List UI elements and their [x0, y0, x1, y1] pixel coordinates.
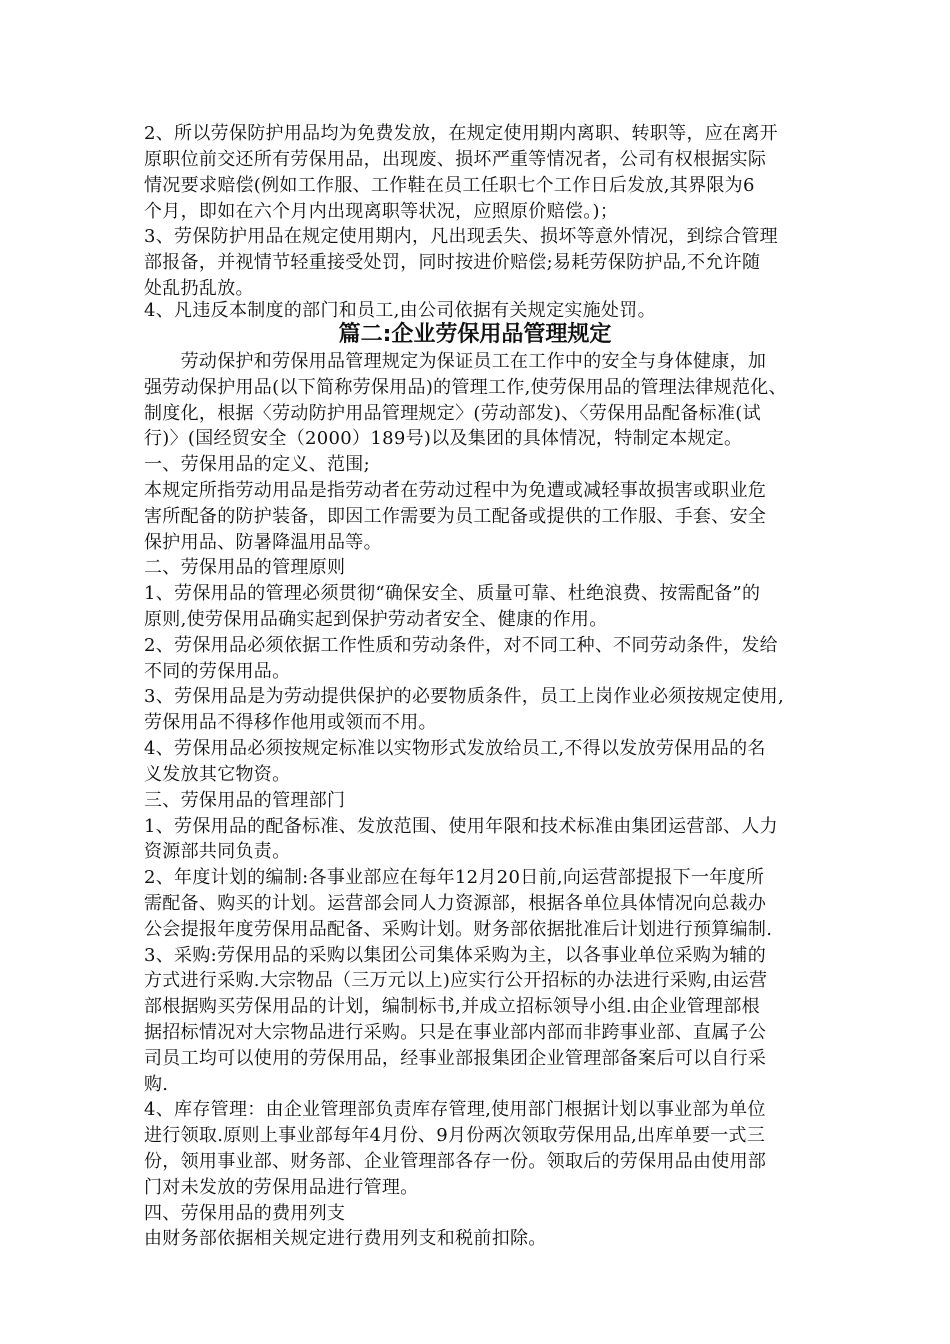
text-line: 1、劳保用品的配备标准、发放范围、使用年限和技术标准由集团运营部、人力 — [144, 816, 778, 837]
text-line: 1、劳保用品的管理必须贯彻“确保安全、质量可靠、杜绝浪费、按需配备”的 — [144, 583, 761, 604]
text-line: 制度化，根据〈劳动防护用品管理规定〉(劳动部发)、〈劳保用品配备标准(试 — [144, 403, 761, 424]
text-line: 处乱扔乱放。 — [144, 278, 254, 299]
text-line: 三、劳保用品的管理部门 — [144, 790, 346, 811]
text-line: 不同的劳保用品。 — [144, 661, 291, 682]
text-line: 原职位前交还所有劳保用品，出现废、损坏严重等情况者，公司有权根据实际 — [144, 149, 767, 170]
text-line: 部报备，并视情节轻重接受处罚，同时按进价赔偿;易耗劳保防护品,不允许随 — [144, 252, 761, 273]
text-line: 劳保用品不得移作他用或领而不用。 — [144, 712, 437, 733]
text-line: 保护用品、防暑降温用品等。 — [144, 532, 382, 553]
text-line: 2、劳保用品必须依据工作性质和劳动条件，对不同工种、不同劳动条件，发给 — [144, 635, 778, 656]
text-line: 方式进行采购.大宗物品（三万元以上)应实行公开招标的办法进行采购,由运营 — [144, 970, 768, 991]
text-line: 购. — [144, 1074, 169, 1095]
text-line: 四、劳保用品的费用列支 — [144, 1203, 346, 1224]
text-line: 害所配备的防护装备，即因工作需要为员工配备或提供的工作服、手套、安全 — [144, 506, 767, 527]
text-line: 4、凡违反本制度的部门和员工,由公司依据有关规定实施处罚。 — [144, 300, 656, 321]
text-line: 门对未发放的劳保用品进行管理。 — [144, 1177, 419, 1198]
text-line: 2、所以劳保防护用品均为免费发放，在规定使用期内离职、转职等，应在离开 — [144, 123, 778, 144]
text-line: 义发放其它物资。 — [144, 764, 291, 785]
text-line: 4、库存管理：由企业管理部负责库存管理,使用部门根据计划以事业部为单位 — [144, 1099, 766, 1120]
text-line: 原则,使劳保用品确实起到保护劳动者安全、健康的作用。 — [144, 609, 608, 630]
text-line: 进行领取.原则上事业部每年4月份、9月份两次领取劳保用品,出库单要一式三 — [144, 1125, 766, 1146]
text-line: 情况要求赔偿(例如工作服、工作鞋在员工任职七个工作日后发放,其界限为6 — [144, 175, 755, 196]
section-title: 篇二:企业劳保用品管理规定 — [338, 322, 612, 347]
text-line: 2、年度计划的编制:各事业部应在每年12月20日前,向运营部提报下一年度所 — [144, 867, 765, 888]
text-line: 二、劳保用品的管理原则 — [144, 557, 346, 578]
text-line: 据招标情况对大宗物品进行采购。只是在事业部内部而非跨事业部、直属子公 — [144, 1022, 767, 1043]
text-line: 劳动保护和劳保用品管理规定为保证员工在工作中的安全与身体健康，加 — [144, 351, 767, 372]
text-line: 份，领用事业部、财务部、企业管理部各存一份。领取后的劳保用品由使用部 — [144, 1151, 767, 1172]
text-line: 强劳动保护用品(以下简称劳保用品)的管理工作,使劳保用品的管理法律规范化、 — [144, 377, 787, 398]
text-line: 需配备、购买的计划。运营部会同人力资源部，根据各单位具体情况向总裁办 — [144, 893, 767, 914]
text-line: 司员工均可以使用的劳保用品，经事业部报集团企业管理部备案后可以自行采 — [144, 1048, 767, 1069]
text-line: 3、劳保防护用品在规定使用期内，凡出现丢失、损坏等意外情况，到综合管理 — [144, 226, 778, 247]
text-line: 由财务部依据相关规定进行费用列支和税前扣除。 — [144, 1228, 547, 1249]
text-line: 3、劳保用品是为劳动提供保护的必要物质条件，员工上岗作业必须按规定使用, — [144, 686, 784, 707]
text-line: 部根据购买劳保用品的计划，编制标书,并成立招标领导小组.由企业管理部根 — [144, 996, 760, 1017]
text-line: 行)〉(国经贸安全（2000）189号)以及集团的具体情况，特制定本规定。 — [144, 428, 743, 449]
text-line: 4、劳保用品必须按规定标准以实物形式发放给员工,不得以发放劳保用品的名 — [144, 738, 766, 759]
text-line: 资源部共同负责。 — [144, 841, 291, 862]
text-line: 个月，即如在六个月内出现离职等状况，应照原价赔偿。)； — [144, 201, 619, 222]
text-line: 3、采购:劳保用品的采购以集团公司集体采购为主，以各事业单位采购为辅的 — [144, 945, 767, 966]
text-line: 公会提报年度劳保用品配备、采购计划。财务部依据批准后计划进行预算编制. — [144, 919, 773, 940]
text-line: 一、劳保用品的定义、范围; — [144, 454, 370, 475]
text-line: 本规定所指劳动用品是指劳动者在劳动过程中为免遭或减轻事故损害或职业危 — [144, 480, 767, 501]
